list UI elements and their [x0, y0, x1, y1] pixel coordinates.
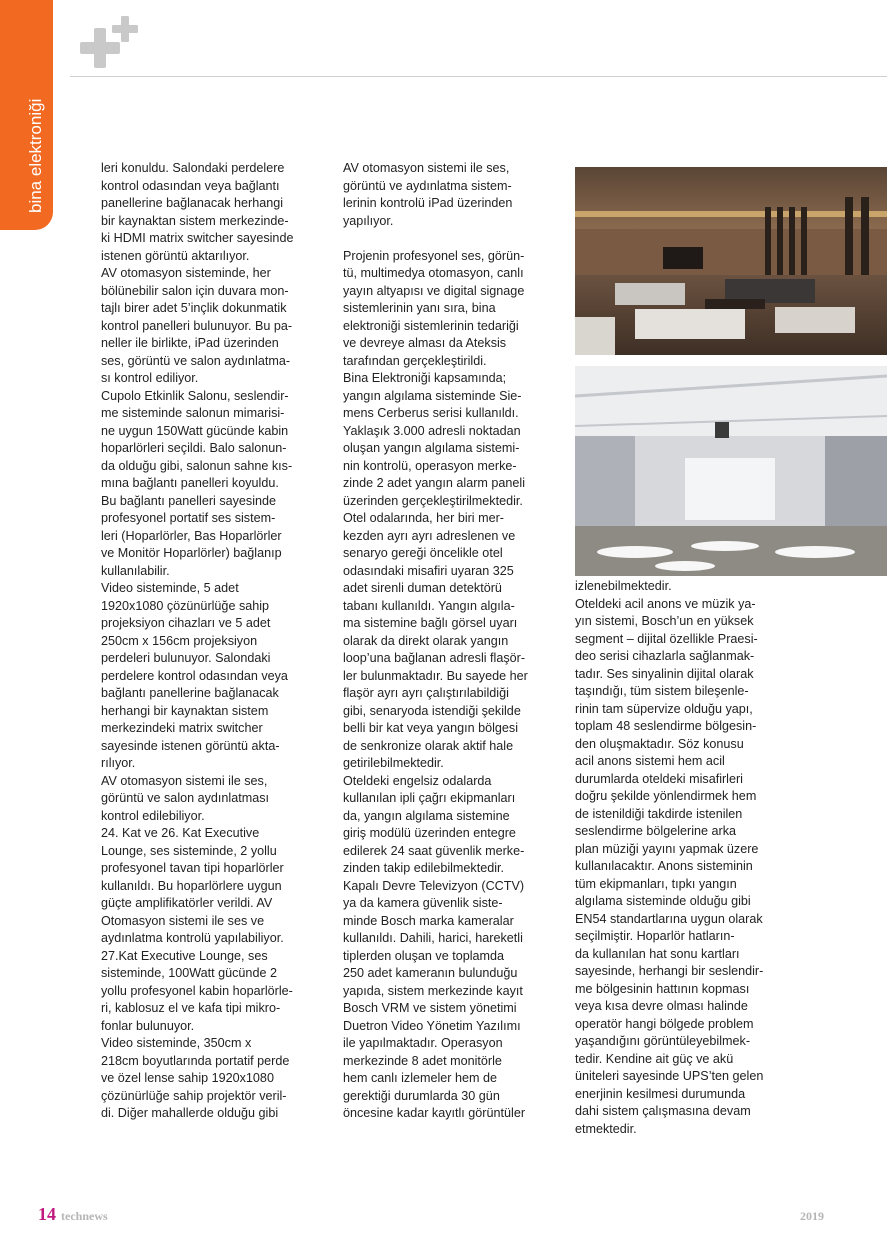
- article-column-1: leri konuldu. Salondaki perdelere kontrol odasından veya bağlantı panellerine bağlanacak herhangi bir kaynaktan sistem merkezinde- ki HDMI matrix switcher sayesinde istenen görüntü aktarılıyor. AV otomasyon sisteminde, her bölünebilir salon için duvara mon- tajlı birer adet 5’inçlik dokunmatik kontrol panelleri bulunuyor. Bu pa- neller ile birlikte, iPad üzerinden ses, görüntü ve salon aydınlatma- sı kontrol ediliyor. Cupolo Etkinlik Salonu, seslendir- me sisteminde salonun mimarisi- ne uygun 150Watt gücünde kabin hoparlörleri seçildi. Balo salonun- da olduğu gibi, salonun sahne kıs- mına bağlantı panelleri koyuldu. Bu bağlantı panelleri sayesinde profesyonel portatif ses sistem- leri (Hoparlörler, Bas Hoparlörler ve Monitör Hoparlörler) bağlanıp kullanılabilir. Video sisteminde, 5 adet 1920x1080 çözünürlüğe sahip projeksiyon cihazları ve 5 adet 250cm x 156cm projeksiyon perdeleri bulunuyor. Salondaki perdelere kontrol odasından veya bağlantı panellerine bağlanacak herhangi bir kaynaktan sistem merkezindeki matrix switcher sayesinde istenen görüntü akta- rılıyor. AV otomasyon sistemi ile ses, görüntü ve salon aydınlatması kontrol edilebiliyor. 24. Kat ve 26. Kat Executive Lounge, ses sisteminde, 2 yollu profesyonel tavan tipi hoparlörler kullanıldı. Bu hoparlörlere uygun güçte amplifikatörler verildi. AV Otomasyon sistemi ile ses ve aydınlatma kontrolü yapılabiliyor. 27.Kat Executive Lounge, ses sisteminde, 100Watt gücünde 2 yollu profesyonel kabin hoparlörle- ri, kablosuz el ve kafa tipi mikro- fonlar bulunuyor. Video sisteminde, 350cm x 218cm boyutlarında portatif perde ve özel lense sahip 1920x1080 çözünürlüğe sahip projektör veril- di. Diğer mahallerde olduğu gibi: [101, 161, 294, 1120]
- article-column-2: AV otomasyon sistemi ile ses, görüntü ve aydınlatma sistem- lerinin kontrolü iPad üzerinden yapılıyor. Projenin profesyonel ses, görün- tü, multimedya otomasyon, canlı yayın altyapısı ve digital signage sistemlerinin yanı sıra, bina elektroniği sistemlerinin tedariği ve devreye alması da Ateksis tarafından gerçekleştirildi. Bina Elektroniği kapsamında; yangın algılama sisteminde Sie- mens Cerberus serisi kullanıldı. Yaklaşık 3.000 adresli noktadan oluşan yangın algılama sistemi- nin kontrolü, operasyon merke- zinde 2 adet yangın alarm paneli üzerinden gerçekleştirilmektedir. Otel odalarında, her biri mer- kezden ayrı ayrı adreslenen ve senaryo gereği öncelikle otel odasındaki misafiri uyaran 325 adet sirenli duman detektörü tabanı kullanıldı. Yangın algıla- ma sistemine bağlı görsel uyarı olarak da direkt olarak yangın loop’una bağlanan adresli flaşör- ler bulunmaktadır. Bu sayede her flaşör ayrı ayrı çalıştırılabildiği gibi, senaryoda istendiği şekilde belli bir kat veya yangın bölgesi de senkronize olarak aktif hale getirilebilmektedir. Oteldeki engelsiz odalarda kullanılan ipli çağrı ekipmanları da, yangın algılama sistemine giriş modülü üzerinden entegre edilerek 24 saat güvenlik merke- zinden takip edilebilmektedir. Kapalı Devre Televizyon (CCTV) ya da kamera güvenlik siste- minde Bosch marka kameralar kullanıldı. Dahili, harici, hareketli tiplerden oluşan ve toplamda 250 adet kameranın bulunduğu yapıda, sistem merkezinde kayıt Bosch VRM ve sistem yönetimi Duetron Video Yönetim Yazılımı ile yapılmaktadır. Operasyon merkezinde 8 adet monitörle hem canlı izlemeler hem de gerektiği durumlarda 30 gün öncesine kadar kayıtlı görüntüler: [343, 161, 528, 1120]
- issue-year: 2019: [800, 1209, 824, 1223]
- double-plus-logo-icon: [78, 14, 142, 70]
- lounge-photo: [575, 167, 887, 355]
- section-label: bina elektroniği: [26, 98, 45, 213]
- magazine-brand: technews: [61, 1209, 108, 1223]
- page-number: 14: [38, 1204, 56, 1224]
- article-column-3: izlenebilmektedir. Oteldeki acil anons ve müzik ya- yın sistemi, Bosch’un en yüksek segment – dijital özellikle Praesi- deo serisi cihazlarla sağlanmak- tadır. Ses sinyalinin dijital olarak taşındığı, tüm sistem bileşenle- rinin tam süpervize olduğu yapı, toplam 48 seslendirme bölgesin- den oluşmaktadır. Söz konusu acil anons sistemi hem acil durumlarda oteldeki misafirleri doğru şekilde yönlendirmek hem de istenildiği takdirde istenilen seslendirme bölgelerine arka plan müziği yayını yapmak üzere kullanılacaktır. Anons sisteminin tüm ekipmanları, tıpkı yangın algılama sisteminde olduğu gibi EN54 standartlarına uygun olarak seçilmiştir. Hoparlör hatların- da kullanılan hat sonu kartları sayesinde, herhangi bir seslendir- me bölgesinin hattının kopması veya kısa devre olması halinde operatör hangi bölgede problem yaşandığını görüntüleyebilmek- tedir. Kendine ait güç ve akü üniteleri sayesinde UPS’ten gelen enerjinin kesilmesi durumunda dahi sistem çalışmasına devam etmektedir.: [575, 579, 764, 1136]
- header-divider: [70, 76, 887, 77]
- section-tab: [0, 0, 53, 230]
- ballroom-photo: [575, 366, 887, 576]
